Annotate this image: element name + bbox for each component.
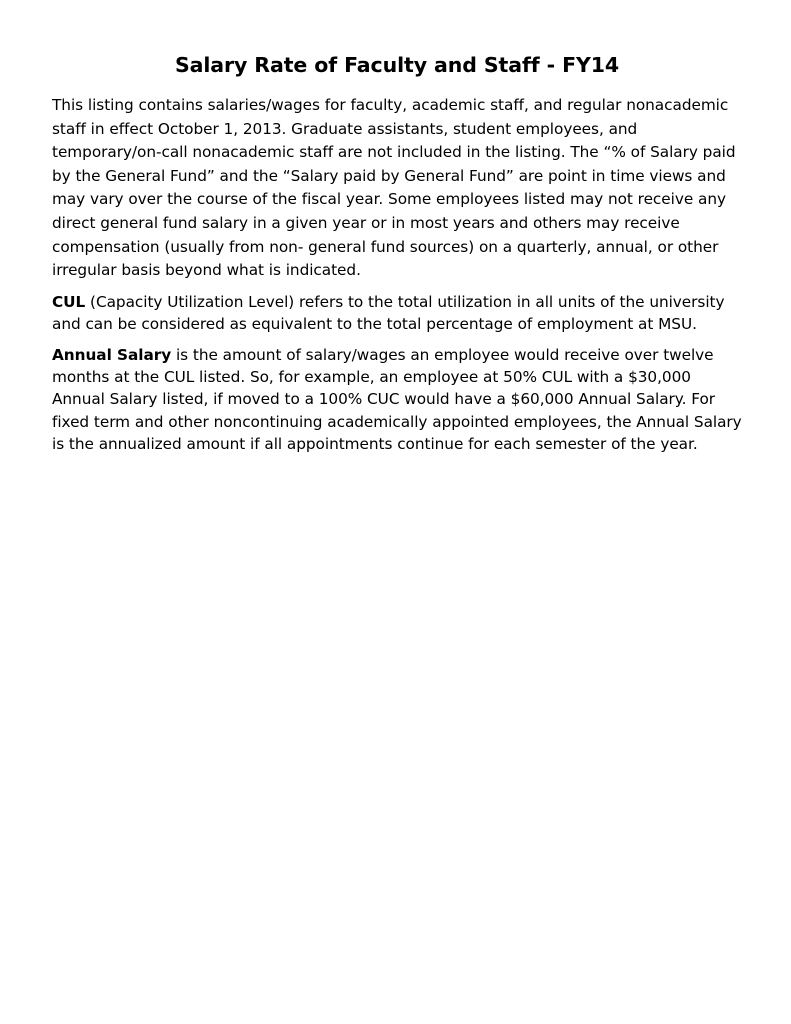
cul-term: CUL [52,292,86,311]
annual-salary-definition-paragraph [52,344,742,456]
annual-salary-definition-text: is the amount of salary/wages an employee would receive over twelve months at the CUL listed. So, for example, an employee at 50% CUL with a $30,000 Annual Salary listed, if moved to a 100% CUC would have a $60,000 Annual Salary. For fixed term and other noncontinuing academically appointed employees, the Annual Salary is the annualized amount if all appointments continue for each semester of the year. [52,345,742,454]
cul-definition-text: (Capacity Utilization Level) refers to the total utilization in all units of the university and can be considered as equivalent to the total percentage of employment at MSU. [52,292,725,334]
document-page [52,52,742,464]
annual-salary-term: Annual Salary [52,345,172,364]
page-title: Salary Rate of Faculty and Staff - FY14 [174,53,620,77]
intro-paragraph: This listing contains salaries/wages for faculty, academic staff, and regular nonacademic staff in effect October 1, 2013. Graduate assistants, student employees, and temporary/on-call nonacademic staff are not included in the listing. The “% of Salary paid by the General Fund” and the “Salary paid by General Fund” are point in time views and may vary over the course of the fiscal year. Some employees listed may not receive any direct general fund salary in a given year or in most years and others may receive compensation (usually from non- general fund sources) on a quarterly, annual, or other irregular basis beyond what is indicated. [52,96,736,280]
cul-definition-paragraph [52,291,742,336]
